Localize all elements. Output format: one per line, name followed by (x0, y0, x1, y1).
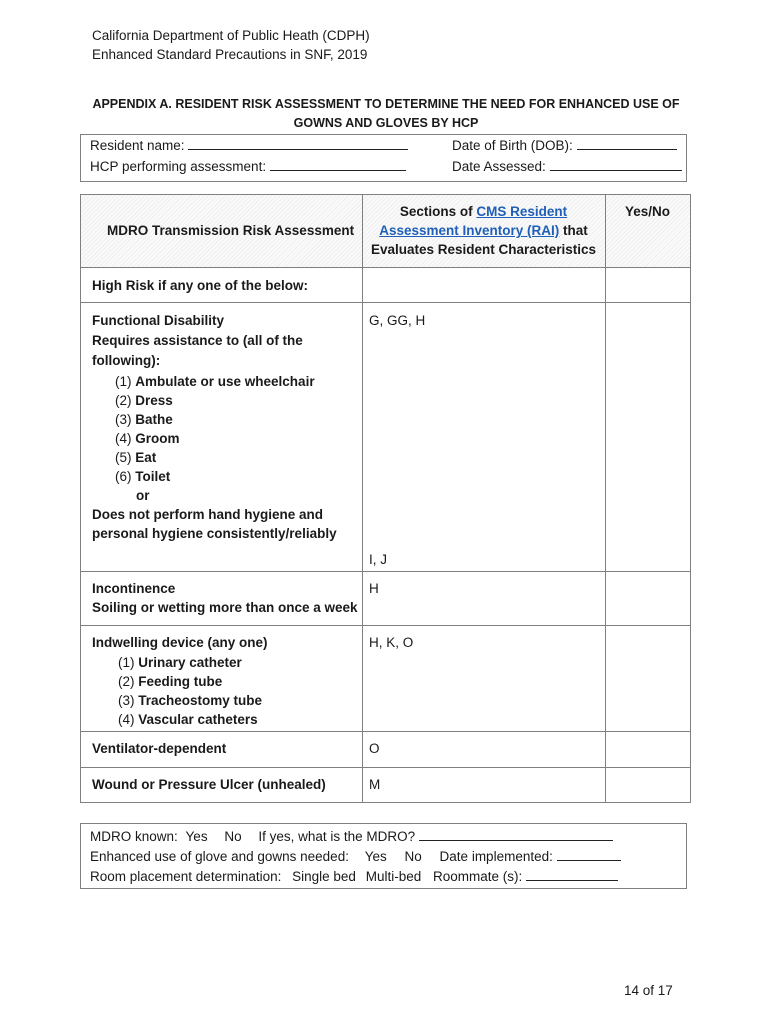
functional-sections-cell (363, 303, 606, 572)
resident-name-label: Resident name: (90, 138, 185, 153)
if-yes-label: If yes, what is the MDRO? (258, 829, 416, 844)
ventilator-sections-cell (363, 732, 606, 768)
col2-header-line3: Evaluates Resident Characteristics (370, 242, 597, 257)
resident-name-field[interactable] (188, 136, 408, 150)
enhanced-yes-option[interactable]: Yes (364, 849, 387, 864)
list-item: (3) Bathe (115, 412, 173, 427)
enhanced-row (90, 847, 621, 864)
col2-header (362, 202, 605, 259)
list-item: (1) Urinary catheter (118, 655, 242, 670)
high-risk-sections-cell (363, 268, 606, 303)
single-bed-option[interactable]: Single bed (292, 869, 356, 884)
wound-yesno-cell[interactable] (606, 768, 691, 803)
wound-sections-cell (363, 768, 606, 803)
list-item: (2) Dress (115, 393, 173, 408)
indwelling-sections: H, K, O (369, 635, 414, 650)
mdro-name-field[interactable] (419, 827, 613, 841)
multi-bed-option[interactable]: Multi-bed (365, 869, 422, 884)
list-item: (2) Feeding tube (118, 674, 223, 689)
room-label: Room placement determination: (90, 869, 282, 884)
hcp-row (90, 157, 406, 174)
list-item: (1) Ambulate or use wheelchair (115, 374, 315, 389)
header-line-2: Enhanced Standard Precautions in SNF, 2019 (92, 47, 368, 62)
list-item: (4) Groom (115, 431, 180, 446)
incontinence-yesno-cell[interactable] (606, 572, 691, 626)
functional-title: Functional Disability (92, 313, 225, 328)
mdro-yes-option[interactable]: Yes (185, 829, 208, 844)
incontinence-title: Incontinence (92, 581, 176, 596)
ventilator-yesno-cell[interactable] (606, 732, 691, 768)
room-row (90, 867, 618, 884)
list-item: (4) Vascular catheters (118, 712, 258, 727)
hygiene-line1: Does not perform hand hygiene and (92, 507, 324, 522)
dob-field[interactable] (577, 136, 677, 150)
col2-header-pre: Sections of (399, 204, 473, 219)
high-risk-label: High Risk if any one of the below: (92, 278, 309, 293)
col2-header-post: that (563, 223, 588, 238)
dob-row (452, 136, 677, 153)
ventilator-sections: O (369, 741, 380, 756)
ventilator-title: Ventilator-dependent (92, 741, 227, 756)
mdro-known-label: MDRO known: (90, 829, 178, 844)
wound-sections: M (369, 777, 381, 792)
or-label: or (136, 488, 150, 503)
date-assessed-field[interactable] (550, 157, 682, 171)
resident-name-row (90, 136, 408, 153)
title-line-1: APPENDIX A. RESIDENT RISK ASSESSMENT TO DETERMINE THE NEED FOR ENHANCED USE OF (92, 97, 680, 111)
incontinence-sections: H (369, 581, 379, 596)
mdro-no-option[interactable]: No (224, 829, 242, 844)
hygiene-line2: personal hygiene consistently/reliably (92, 526, 337, 541)
functional-line3: following): (92, 353, 161, 368)
functional-yesno-cell[interactable] (606, 303, 691, 572)
title-line-2: GOWNS AND GLOVES BY HCP (293, 116, 479, 130)
header-line-1: California Department of Public Heath (CDPH) (92, 28, 370, 43)
list-item: (3) Tracheostomy tube (118, 693, 263, 708)
functional-sections: G, GG, H (369, 313, 426, 328)
high-risk-yesno-cell[interactable] (606, 268, 691, 303)
indwelling-yesno-cell[interactable] (606, 626, 691, 732)
indwelling-title: Indwelling device (any one) (92, 635, 268, 650)
dob-label: Date of Birth (DOB): (452, 138, 573, 153)
hygiene-sections: I, J (369, 552, 388, 567)
enhanced-no-option[interactable]: No (404, 849, 422, 864)
page-number: 14 of 17 (624, 983, 673, 998)
hcp-field[interactable] (270, 157, 406, 171)
page-title (80, 95, 692, 133)
functional-line2: Requires assistance to (all of the (92, 333, 303, 348)
list-item: (6) Toilet (115, 469, 171, 484)
wound-title: Wound or Pressure Ulcer (unhealed) (92, 777, 326, 792)
document-header (92, 26, 370, 64)
roommate-label: Roommate (s): (433, 869, 523, 884)
incontinence-sections-cell (363, 572, 606, 626)
enhanced-label: Enhanced use of glove and gowns needed: (90, 849, 349, 864)
list-item: (5) Eat (115, 450, 157, 465)
date-implemented-label: Date implemented: (439, 849, 553, 864)
date-implemented-field[interactable] (557, 847, 621, 861)
rai-link[interactable]: Assessment Inventory (RAI) (379, 223, 560, 238)
date-assessed-label: Date Assessed: (452, 159, 546, 174)
col3-header: Yes/No (625, 204, 671, 219)
col1-header: MDRO Transmission Risk Assessment (107, 223, 355, 238)
hcp-label: HCP performing assessment: (90, 159, 267, 174)
cms-resident-link[interactable]: CMS Resident (476, 204, 568, 219)
incontinence-line2: Soiling or wetting more than once a week (92, 600, 358, 615)
mdro-known-row (90, 827, 613, 844)
roommate-field[interactable] (526, 867, 618, 881)
date-assessed-row (452, 157, 682, 174)
